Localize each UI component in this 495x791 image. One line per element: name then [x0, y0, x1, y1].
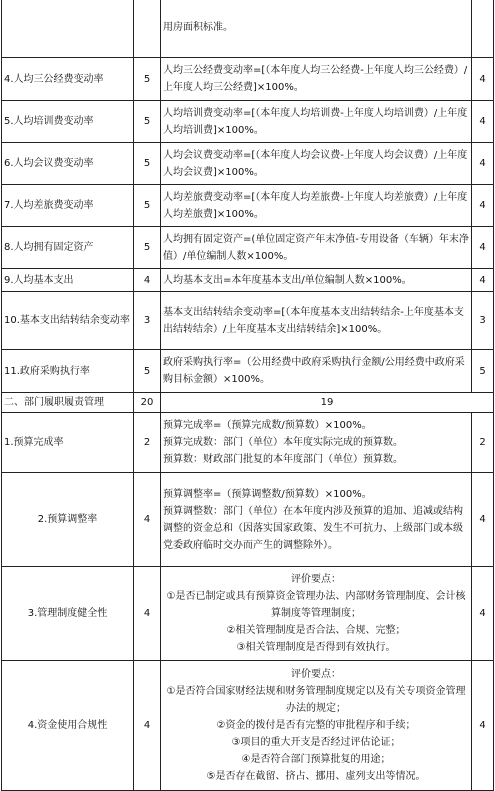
- indicator-weight: 5: [134, 227, 161, 269]
- indicator-name: 5.人均培训费变动率: [2, 101, 134, 143]
- indicator-weight: 3: [134, 292, 161, 350]
- indicator-name: 11.政府采购执行率: [2, 350, 134, 393]
- evaluation-table-body: [2, 0, 494, 791]
- table-row: [2, 143, 494, 185]
- table-row: [2, 473, 494, 567]
- table-row: [2, 567, 494, 661]
- description-line: 预算调整数：部门（单位）在本年度内涉及预算的追加、追减或结构调整的资金总和（因落实国家政策、发生不可抗力、上级部门或本级党委政府临时交办而产生的调整除外）。: [163, 505, 463, 551]
- table-row: [2, 661, 494, 791]
- description-line: 基本支出结转结余变动率=[（本年度基本支出结转结余-上年度基本支出结转结余）/上年度基本支出结转结余]×100%。: [163, 306, 464, 335]
- indicator-name: 1.预算完成率: [2, 413, 134, 473]
- description-line: ①是否符合国家财经法规和财务管理制度规定以及有关专项资金管理办法的规定；: [166, 686, 466, 714]
- indicator-score: 4: [472, 101, 494, 143]
- description-line: 人均基本支出=本年度基本支出/单位编制人数×100%。: [163, 274, 412, 286]
- table-row: [2, 413, 494, 473]
- indicator-weight: 5: [134, 143, 161, 185]
- description-line: 人均培训费变动率=[（本年度人均培训费-上年度人均培训费）/上年度人均培训费]×100%。: [163, 107, 468, 136]
- indicator-description: [161, 227, 472, 269]
- description-line: 预算数：财政部门批复的本年度部门（单位）预算数。: [163, 454, 403, 465]
- description-line: 人均三公经费变动率=[（本年度人均三公经费-上年度人均三公经费）/上年度人均三公经费]×100%。: [163, 65, 468, 93]
- indicator-weight: 4: [134, 567, 161, 661]
- indicator-name: 7.人均差旅费变动率: [2, 185, 134, 227]
- indicator-score: 4: [472, 473, 494, 567]
- table-row: [2, 185, 494, 227]
- indicator-name: 4.人均三公经费变动率: [2, 58, 134, 101]
- table-row: [2, 58, 494, 101]
- indicator-description: [161, 101, 472, 143]
- description-line: 19: [320, 397, 334, 408]
- description-line: 预算完成率=（预算完成数/预算数）×100%。: [163, 420, 372, 431]
- description-line: 人均拥有固定资产=(单位固定资产年末净值-专用设备（车辆）年末净值）/单位编制人数×100%。: [163, 233, 469, 262]
- indicator-description: [161, 292, 472, 350]
- indicator-score: 5: [472, 350, 494, 393]
- indicator-score: 4: [472, 661, 494, 791]
- description-line: ④是否符合部门预算批复的用途；: [241, 754, 391, 765]
- table-row: [2, 350, 494, 393]
- description-line: 预算调整率=（预算调整数/预算数）×100%。: [163, 488, 372, 500]
- description-line: 评价要点：: [291, 574, 341, 585]
- indicator-description: [161, 269, 472, 292]
- table-row: [2, 292, 494, 350]
- indicator-name: 4.资金使用合规性: [2, 661, 134, 791]
- description-line: 预算完成数：部门（单位）本年度实际完成的预算数。: [163, 437, 403, 448]
- indicator-weight: 4: [134, 473, 161, 567]
- indicator-weight: 20: [134, 393, 161, 413]
- indicator-description: [161, 661, 472, 791]
- indicator-name: 2.预算调整率: [2, 473, 134, 567]
- indicator-description: [161, 413, 472, 473]
- indicator-name: 3.管理制度健全性: [2, 567, 134, 661]
- description-line: ③相关管理制度是否得到有效执行。: [236, 642, 396, 653]
- indicator-weight: 5: [134, 185, 161, 227]
- indicator-name: 二、部门履职履责管理: [2, 393, 134, 413]
- evaluation-table: [1, 0, 494, 791]
- indicator-score: 4: [472, 143, 494, 185]
- description-line: 人均差旅费变动率=[（本年度人均差旅费-上年度人均差旅费）/上年度人均差旅费]×100%。: [163, 191, 468, 220]
- description-line: ①是否已制定或具有预算资金管理办法、内部财务管理制度、会计核算制度等管理制度；: [166, 591, 466, 619]
- indicator-description: [161, 185, 472, 227]
- indicator-weight: 4: [134, 269, 161, 292]
- table-row: [2, 101, 494, 143]
- indicator-weight: 5: [134, 58, 161, 101]
- indicator-name: 6.人均会议费变动率: [2, 143, 134, 185]
- table-row: [2, 269, 494, 292]
- indicator-score: 2: [472, 413, 494, 473]
- indicator-weight: 4: [134, 661, 161, 791]
- indicator-weight: 5: [134, 350, 161, 393]
- description-line: 评价要点：: [291, 669, 341, 680]
- description-line: ⑤是否存在截留、挤占、挪用、虚列支出等情况。: [206, 771, 426, 782]
- indicator-score: 4: [472, 58, 494, 101]
- indicator-description: [161, 393, 494, 413]
- description-line: ②相关管理制度是否合法、合规、完整；: [226, 625, 406, 636]
- table-row: [2, 227, 494, 269]
- indicator-description: [161, 58, 472, 101]
- table-row: [2, 0, 494, 58]
- indicator-description: [161, 0, 472, 58]
- indicator-weight: [134, 0, 161, 58]
- indicator-description: [161, 350, 472, 393]
- table-row: [2, 393, 494, 413]
- indicator-score: 4: [472, 227, 494, 269]
- indicator-score: 4: [472, 269, 494, 292]
- description-line: ②资金的拨付是否有完整的审批程序和手续；: [216, 720, 416, 731]
- indicator-name: 10.基本支出结转结余变动率: [2, 292, 134, 350]
- description-line: 人均会议费变动率=[（本年度人均会议费-上年度人均会议费）/上年度人均会议费]×100%。: [163, 149, 468, 178]
- indicator-score: 4: [472, 185, 494, 227]
- indicator-name: 9.人均基本支出: [2, 269, 134, 292]
- indicator-weight: 2: [134, 413, 161, 473]
- indicator-score: [472, 0, 494, 58]
- indicator-name: 8.人均拥有固定资产: [2, 227, 134, 269]
- indicator-description: [161, 143, 472, 185]
- indicator-score: 3: [472, 292, 494, 350]
- description-line: 用房面积标准。: [163, 22, 233, 33]
- indicator-score: 4: [472, 567, 494, 661]
- indicator-description: [161, 567, 472, 661]
- indicator-weight: 5: [134, 101, 161, 143]
- indicator-name: [2, 0, 134, 58]
- description-line: 政府采购执行率=（公用经费中政府采购执行金额/公用经费中政府采购目标金额）×100%。: [163, 357, 465, 385]
- indicator-description: [161, 473, 472, 567]
- description-line: ③项目的重大开支是否经过评估论证；: [231, 737, 401, 748]
